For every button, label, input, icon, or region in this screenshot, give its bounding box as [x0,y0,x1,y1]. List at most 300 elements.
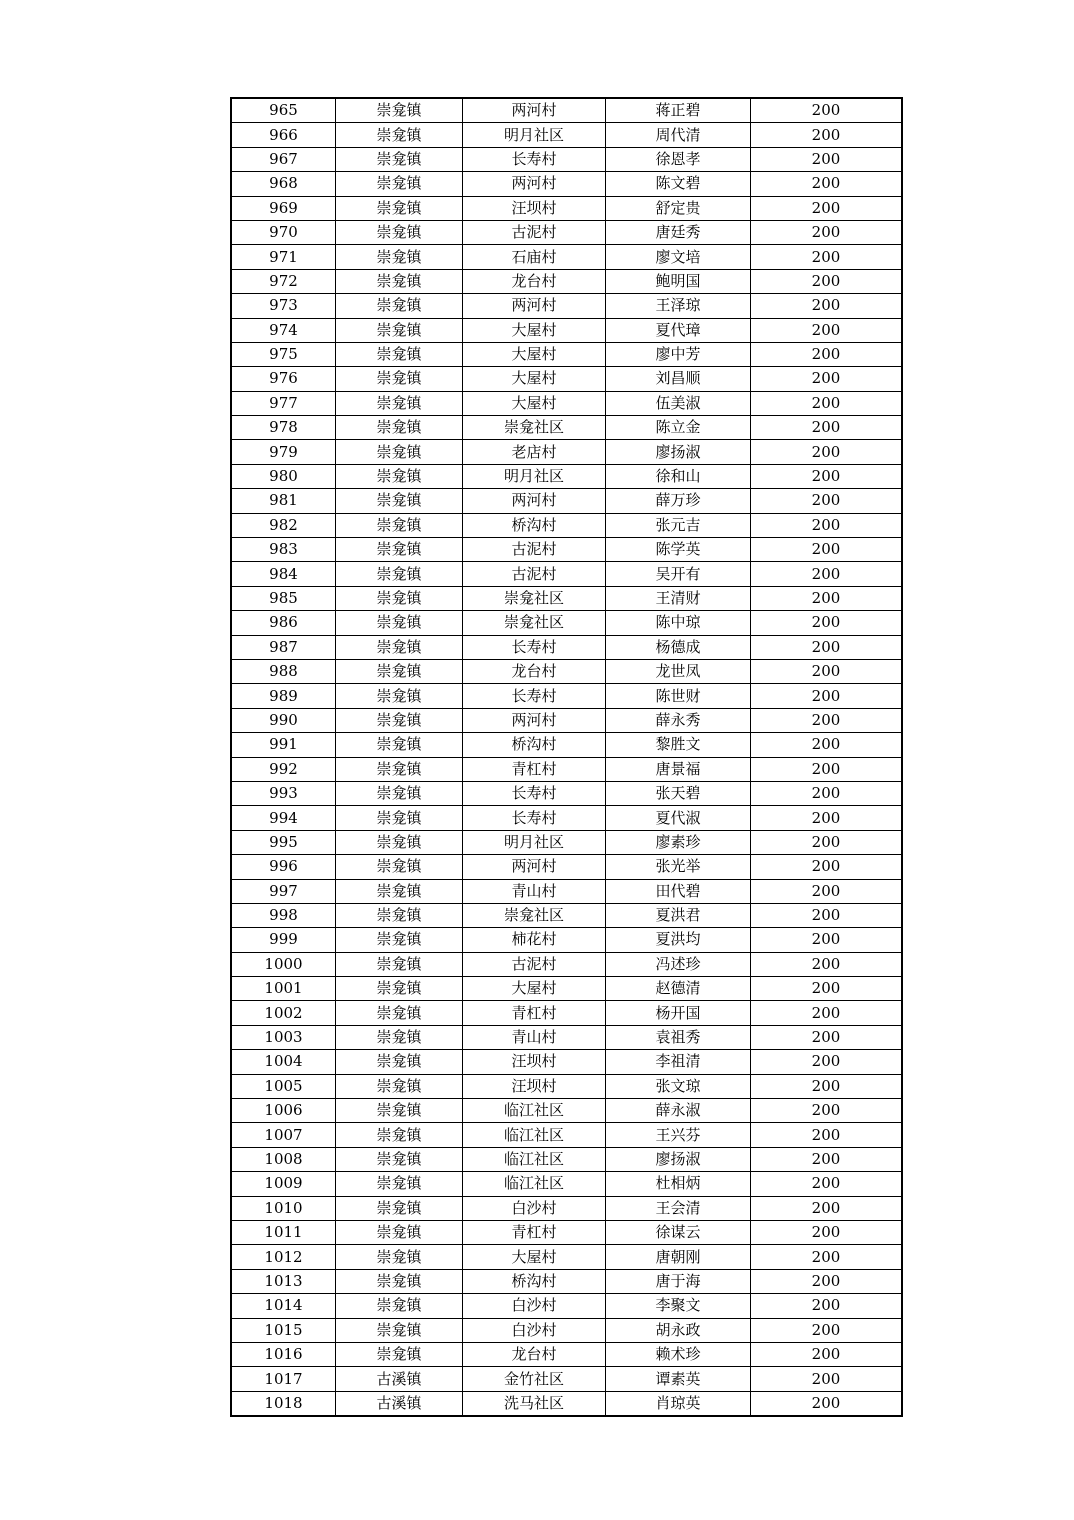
row-number-cell: 967 [231,147,336,171]
name-cell: 徐和山 [606,464,751,488]
table-row [231,562,902,586]
town-cell: 崇龛镇 [336,781,463,805]
table-row [231,294,902,318]
town-cell: 崇龛镇 [336,1099,463,1123]
row-number-cell: 990 [231,708,336,732]
row-number-cell: 1013 [231,1269,336,1293]
amount-cell: 200 [751,196,903,220]
name-cell: 伍美淑 [606,391,751,415]
village-cell: 洗马社区 [463,1391,606,1416]
name-cell: 胡永政 [606,1318,751,1342]
name-cell: 陈世财 [606,684,751,708]
table-row [231,635,902,659]
village-cell: 两河村 [463,855,606,879]
village-cell: 长寿村 [463,147,606,171]
row-number-cell: 973 [231,294,336,318]
row-number-cell: 999 [231,928,336,952]
table-row [231,440,902,464]
village-cell: 白沙村 [463,1294,606,1318]
name-cell: 廖文培 [606,245,751,269]
row-number-cell: 970 [231,220,336,244]
village-cell: 汪坝村 [463,196,606,220]
town-cell: 崇龛镇 [336,147,463,171]
village-cell: 龙台村 [463,1342,606,1366]
name-cell: 薛永淑 [606,1099,751,1123]
amount-cell: 200 [751,1050,903,1074]
row-number-cell: 1009 [231,1172,336,1196]
row-number-cell: 998 [231,903,336,927]
village-cell: 明月社区 [463,123,606,147]
row-number-cell: 1014 [231,1294,336,1318]
name-cell: 唐廷秀 [606,220,751,244]
name-cell: 陈文碧 [606,172,751,196]
village-cell: 古泥村 [463,562,606,586]
village-cell: 老店村 [463,440,606,464]
amount-cell: 200 [751,416,903,440]
amount-cell: 200 [751,1025,903,1049]
row-number-cell: 1002 [231,1001,336,1025]
table-row [231,757,902,781]
name-cell: 唐朝刚 [606,1245,751,1269]
table-row [231,684,902,708]
table-row [231,1342,902,1366]
town-cell: 崇龛镇 [336,708,463,732]
town-cell: 崇龛镇 [336,1050,463,1074]
town-cell: 崇龛镇 [336,513,463,537]
name-cell: 李祖清 [606,1050,751,1074]
amount-cell: 200 [751,1342,903,1366]
village-cell: 大屋村 [463,1245,606,1269]
table-row [231,489,902,513]
table-row [231,952,902,976]
row-number-cell: 1005 [231,1074,336,1098]
village-cell: 桥沟村 [463,513,606,537]
village-cell: 长寿村 [463,635,606,659]
village-cell: 长寿村 [463,806,606,830]
name-cell: 冯述珍 [606,952,751,976]
amount-cell: 200 [751,1074,903,1098]
amount-cell: 200 [751,659,903,683]
table-row [231,1074,902,1098]
row-number-cell: 974 [231,318,336,342]
town-cell: 崇龛镇 [336,1220,463,1244]
name-cell: 袁祖秀 [606,1025,751,1049]
village-cell: 柿花村 [463,928,606,952]
table-row [231,318,902,342]
row-number-cell: 995 [231,830,336,854]
name-cell: 王清财 [606,586,751,610]
name-cell: 谭素英 [606,1367,751,1391]
table-row [231,928,902,952]
table-row [231,245,902,269]
name-cell: 张元吉 [606,513,751,537]
name-cell: 王泽琼 [606,294,751,318]
town-cell: 崇龛镇 [336,367,463,391]
table-row [231,781,902,805]
row-number-cell: 1006 [231,1099,336,1123]
table-row [231,1245,902,1269]
name-cell: 周代清 [606,123,751,147]
amount-cell: 200 [751,1172,903,1196]
town-cell: 崇龛镇 [336,733,463,757]
town-cell: 崇龛镇 [336,952,463,976]
row-number-cell: 984 [231,562,336,586]
row-number-cell: 971 [231,245,336,269]
name-cell: 夏代璋 [606,318,751,342]
table-row [231,855,902,879]
amount-cell: 200 [751,952,903,976]
village-cell: 长寿村 [463,684,606,708]
row-number-cell: 988 [231,659,336,683]
name-cell: 王会清 [606,1196,751,1220]
town-cell: 崇龛镇 [336,440,463,464]
row-number-cell: 980 [231,464,336,488]
amount-cell: 200 [751,147,903,171]
village-cell: 桥沟村 [463,1269,606,1293]
table-body [231,98,902,1416]
name-cell: 廖扬淑 [606,440,751,464]
village-cell: 龙台村 [463,269,606,293]
amount-cell: 200 [751,879,903,903]
name-cell: 陈中琼 [606,611,751,635]
name-cell: 薛万珍 [606,489,751,513]
town-cell: 崇龛镇 [336,489,463,513]
town-cell: 崇龛镇 [336,586,463,610]
table-row [231,147,902,171]
row-number-cell: 1011 [231,1220,336,1244]
row-number-cell: 975 [231,342,336,366]
row-number-cell: 1015 [231,1318,336,1342]
table-row [231,903,902,927]
row-number-cell: 1010 [231,1196,336,1220]
amount-cell: 200 [751,1318,903,1342]
village-cell: 青杠村 [463,757,606,781]
amount-cell: 200 [751,367,903,391]
row-number-cell: 993 [231,781,336,805]
town-cell: 崇龛镇 [336,220,463,244]
village-cell: 金竹社区 [463,1367,606,1391]
town-cell: 崇龛镇 [336,977,463,1001]
name-cell: 夏洪君 [606,903,751,927]
amount-cell: 200 [751,1391,903,1416]
village-cell: 汪坝村 [463,1050,606,1074]
table-row [231,269,902,293]
amount-cell: 200 [751,928,903,952]
town-cell: 崇龛镇 [336,1269,463,1293]
village-cell: 古泥村 [463,538,606,562]
amount-cell: 200 [751,245,903,269]
amount-cell: 200 [751,855,903,879]
town-cell: 古溪镇 [336,1367,463,1391]
village-cell: 崇龛社区 [463,611,606,635]
town-cell: 崇龛镇 [336,1123,463,1147]
village-cell: 两河村 [463,172,606,196]
table-row [231,659,902,683]
amount-cell: 200 [751,562,903,586]
name-cell: 徐恩孝 [606,147,751,171]
table-row [231,172,902,196]
amount-cell: 200 [751,806,903,830]
table-row [231,1050,902,1074]
village-cell: 白沙村 [463,1318,606,1342]
town-cell: 崇龛镇 [336,1342,463,1366]
table-row [231,806,902,830]
name-cell: 廖中芳 [606,342,751,366]
town-cell: 崇龛镇 [336,416,463,440]
town-cell: 崇龛镇 [336,538,463,562]
name-cell: 杨开国 [606,1001,751,1025]
table-row [231,586,902,610]
amount-cell: 200 [751,977,903,1001]
name-cell: 唐于海 [606,1269,751,1293]
amount-cell: 200 [751,1294,903,1318]
table-row [231,1001,902,1025]
table-row [231,1196,902,1220]
town-cell: 崇龛镇 [336,928,463,952]
amount-cell: 200 [751,586,903,610]
village-cell: 崇龛社区 [463,416,606,440]
table-row [231,367,902,391]
town-cell: 崇龛镇 [336,464,463,488]
name-cell: 舒定贵 [606,196,751,220]
town-cell: 崇龛镇 [336,123,463,147]
table-row [231,416,902,440]
row-number-cell: 979 [231,440,336,464]
table-row [231,1367,902,1391]
table-row [231,220,902,244]
town-cell: 崇龛镇 [336,1001,463,1025]
table-row [231,123,902,147]
amount-cell: 200 [751,220,903,244]
name-cell: 张光举 [606,855,751,879]
town-cell: 崇龛镇 [336,903,463,927]
row-number-cell: 982 [231,513,336,537]
table-row [231,977,902,1001]
name-cell: 肖琼英 [606,1391,751,1416]
name-cell: 杜相炳 [606,1172,751,1196]
village-cell: 大屋村 [463,367,606,391]
name-cell: 陈立金 [606,416,751,440]
village-cell: 青山村 [463,879,606,903]
table-row [231,879,902,903]
table-row [231,1269,902,1293]
town-cell: 崇龛镇 [336,1245,463,1269]
amount-cell: 200 [751,830,903,854]
village-cell: 青杠村 [463,1220,606,1244]
row-number-cell: 1008 [231,1147,336,1171]
row-number-cell: 985 [231,586,336,610]
amount-cell: 200 [751,294,903,318]
amount-cell: 200 [751,538,903,562]
table-row [231,708,902,732]
town-cell: 崇龛镇 [336,1196,463,1220]
amount-cell: 200 [751,123,903,147]
table-row [231,464,902,488]
town-cell: 崇龛镇 [336,342,463,366]
town-cell: 崇龛镇 [336,1074,463,1098]
row-number-cell: 966 [231,123,336,147]
town-cell: 崇龛镇 [336,806,463,830]
name-cell: 赖术珍 [606,1342,751,1366]
name-cell: 张天碧 [606,781,751,805]
town-cell: 崇龛镇 [336,318,463,342]
name-cell: 鲍明国 [606,269,751,293]
village-cell: 明月社区 [463,830,606,854]
town-cell: 崇龛镇 [336,635,463,659]
amount-cell: 200 [751,1269,903,1293]
row-number-cell: 976 [231,367,336,391]
row-number-cell: 977 [231,391,336,415]
amount-cell: 200 [751,1001,903,1025]
town-cell: 崇龛镇 [336,1172,463,1196]
amount-cell: 200 [751,513,903,537]
village-cell: 两河村 [463,294,606,318]
amount-cell: 200 [751,342,903,366]
table-row [231,391,902,415]
amount-cell: 200 [751,269,903,293]
village-cell: 临江社区 [463,1099,606,1123]
village-cell: 大屋村 [463,977,606,1001]
row-number-cell: 1000 [231,952,336,976]
village-cell: 临江社区 [463,1172,606,1196]
name-cell: 夏代淑 [606,806,751,830]
row-number-cell: 996 [231,855,336,879]
table-row [231,513,902,537]
amount-cell: 200 [751,1147,903,1171]
town-cell: 崇龛镇 [336,196,463,220]
name-cell: 张文琼 [606,1074,751,1098]
name-cell: 李聚文 [606,1294,751,1318]
table-row [231,1220,902,1244]
row-number-cell: 1004 [231,1050,336,1074]
row-number-cell: 1007 [231,1123,336,1147]
amount-cell: 200 [751,489,903,513]
village-cell: 两河村 [463,708,606,732]
name-cell: 刘昌顺 [606,367,751,391]
table-row [231,1318,902,1342]
town-cell: 崇龛镇 [336,1147,463,1171]
village-cell: 古泥村 [463,220,606,244]
amount-cell: 200 [751,684,903,708]
amount-cell: 200 [751,1367,903,1391]
village-cell: 大屋村 [463,342,606,366]
table-row [231,830,902,854]
name-cell: 吴开有 [606,562,751,586]
town-cell: 崇龛镇 [336,294,463,318]
amount-cell: 200 [751,1099,903,1123]
table-row [231,196,902,220]
row-number-cell: 1017 [231,1367,336,1391]
row-number-cell: 1003 [231,1025,336,1049]
town-cell: 崇龛镇 [336,684,463,708]
row-number-cell: 968 [231,172,336,196]
table-row [231,1123,902,1147]
row-number-cell: 991 [231,733,336,757]
data-table [230,97,903,1417]
row-number-cell: 986 [231,611,336,635]
name-cell: 夏洪均 [606,928,751,952]
table-row [231,1025,902,1049]
town-cell: 崇龛镇 [336,562,463,586]
village-cell: 青杠村 [463,1001,606,1025]
row-number-cell: 997 [231,879,336,903]
amount-cell: 200 [751,464,903,488]
name-cell: 薛永秀 [606,708,751,732]
name-cell: 唐景福 [606,757,751,781]
row-number-cell: 965 [231,98,336,123]
village-cell: 长寿村 [463,781,606,805]
town-cell: 崇龛镇 [336,879,463,903]
village-cell: 两河村 [463,489,606,513]
town-cell: 崇龛镇 [336,830,463,854]
table-row [231,538,902,562]
row-number-cell: 969 [231,196,336,220]
village-cell: 临江社区 [463,1123,606,1147]
name-cell: 杨德成 [606,635,751,659]
name-cell: 蒋正碧 [606,98,751,123]
village-cell: 古泥村 [463,952,606,976]
row-number-cell: 1018 [231,1391,336,1416]
town-cell: 崇龛镇 [336,611,463,635]
row-number-cell: 983 [231,538,336,562]
amount-cell: 200 [751,1220,903,1244]
row-number-cell: 981 [231,489,336,513]
name-cell: 陈学英 [606,538,751,562]
town-cell: 崇龛镇 [336,659,463,683]
village-cell: 石庙村 [463,245,606,269]
amount-cell: 200 [751,1196,903,1220]
town-cell: 崇龛镇 [336,1318,463,1342]
amount-cell: 200 [751,635,903,659]
row-number-cell: 992 [231,757,336,781]
town-cell: 崇龛镇 [336,245,463,269]
town-cell: 古溪镇 [336,1391,463,1416]
amount-cell: 200 [751,172,903,196]
table-row [231,1172,902,1196]
amount-cell: 200 [751,757,903,781]
row-number-cell: 1001 [231,977,336,1001]
town-cell: 崇龛镇 [336,1294,463,1318]
amount-cell: 200 [751,611,903,635]
amount-cell: 200 [751,733,903,757]
amount-cell: 200 [751,1123,903,1147]
amount-cell: 200 [751,903,903,927]
name-cell: 廖素珍 [606,830,751,854]
village-cell: 明月社区 [463,464,606,488]
village-cell: 大屋村 [463,318,606,342]
name-cell: 廖扬淑 [606,1147,751,1171]
table-row [231,1147,902,1171]
amount-cell: 200 [751,440,903,464]
name-cell: 王兴芬 [606,1123,751,1147]
village-cell: 青山村 [463,1025,606,1049]
row-number-cell: 978 [231,416,336,440]
row-number-cell: 1016 [231,1342,336,1366]
name-cell: 田代碧 [606,879,751,903]
table-row [231,611,902,635]
village-cell: 汪坝村 [463,1074,606,1098]
row-number-cell: 987 [231,635,336,659]
name-cell: 徐谋云 [606,1220,751,1244]
village-cell: 桥沟村 [463,733,606,757]
village-cell: 龙台村 [463,659,606,683]
table-row [231,342,902,366]
amount-cell: 200 [751,98,903,123]
table-row [231,1391,902,1416]
amount-cell: 200 [751,708,903,732]
table-row [231,733,902,757]
name-cell: 黎胜文 [606,733,751,757]
